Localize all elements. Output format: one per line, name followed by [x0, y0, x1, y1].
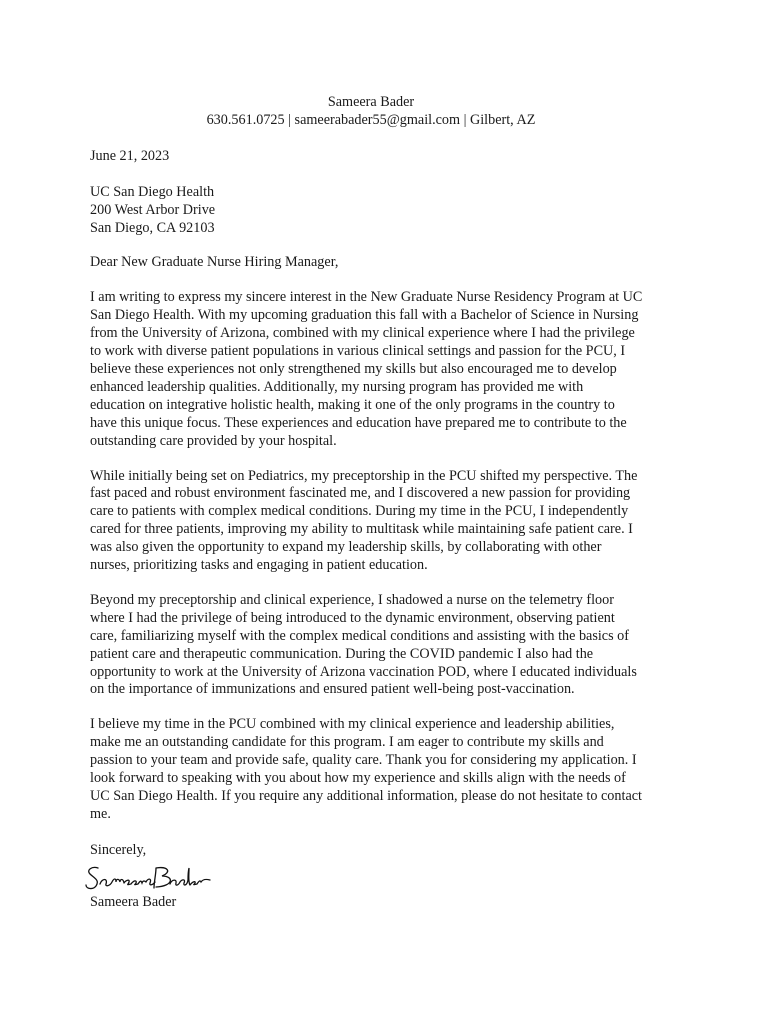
paragraph-line: look forward to speaking with you about how my experience and skills align with the needs of [90, 770, 626, 787]
signer-name: Sameera Bader [90, 893, 177, 910]
paragraph-line: where I had the privilege of being introduced to the dynamic environment, observing patient [90, 609, 615, 626]
body-paragraph-2 [90, 468, 690, 575]
paragraph-line: I believe my time in the PCU combined with my clinical experience and leadership abilities, [90, 716, 615, 733]
paragraph-line: have this unique focus. These experiences and education have prepared me to contribute to the [90, 414, 627, 431]
handwritten-signature [84, 860, 690, 894]
paragraph-line: Beyond my preceptorship and clinical experience, I shadowed a nurse on the telemetry floor [90, 591, 614, 608]
paragraph-line: enhanced leadership qualities. Additionally, my nursing program has provided me with [90, 378, 584, 395]
letter-header [76, 94, 666, 130]
paragraph-line: believe these experiences not only strengthened my skills but also encouraged me to develop [90, 360, 617, 377]
body-paragraph-1 [90, 289, 690, 450]
paragraph-line: fast paced and robust environment fascinated me, and I discovered a new passion for providing [90, 485, 631, 502]
paragraph-line: patient care and therapeutic communication. During the COVID pandemic I also had the [90, 645, 594, 662]
paragraph-line: me. [90, 805, 111, 822]
paragraph-line: on the importance of immunizations and ensured patient well-being post-vaccination. [90, 681, 575, 698]
body-paragraph-3 [90, 592, 690, 699]
paragraph-line: UC San Diego Health. If you require any additional information, please do not hesitate to contact [90, 788, 642, 804]
paragraph-line: opportunity to work at the University of Arizona vaccination POD, where I educated individuals [90, 663, 637, 680]
paragraph-line: nurses, prioritizing tasks and engaging in patient education. [90, 557, 428, 574]
body-paragraph-4 [90, 716, 690, 823]
paragraph-line: While initially being set on Pediatrics, my preceptorship in the PCU shifted my perspective. The [90, 467, 638, 484]
paragraph-line: from the University of Arizona, combined with my clinical experience where I had the privilege [90, 325, 635, 342]
paragraph-line: I am writing to express my sincere interest in the New Graduate Nurse Residency Program at UC [90, 289, 643, 306]
paragraph-line: education on integrative holistic health, making it one of the only programs in the country to [90, 396, 615, 413]
paragraph-line: make me an outstanding candidate for this program. I am eager to contribute my skills and [90, 734, 604, 751]
paragraph-line: care, familiarizing myself with the complex medical conditions and assisting with the basics of [90, 627, 629, 644]
salutation: Dear New Graduate Nurse Hiring Manager, [90, 254, 339, 271]
signature-drawing [84, 860, 214, 894]
paragraph-line: was also given the opportunity to expand my leadership skills, by collaborating with other [90, 539, 602, 556]
recipient-city: San Diego, CA 92103 [90, 219, 215, 236]
recipient-street: 200 West Arbor Drive [90, 201, 216, 218]
recipient-organization: UC San Diego Health [90, 183, 215, 200]
paragraph-line: care to patients with complex medical conditions. During my time in the PCU, I independently [90, 503, 629, 520]
sender-contact: 630.561.0725 | sameerabader55@gmail.com | Gilbert, AZ [206, 111, 536, 128]
letter-date: June 21, 2023 [90, 147, 170, 164]
recipient-address [90, 184, 690, 238]
paragraph-line: to work with diverse patient populations in various clinical settings and passion for the PCU, I [90, 343, 626, 360]
paragraph-line: San Diego Health. With my upcoming graduation this fall with a Bachelor of Science in Nursing [90, 307, 639, 324]
closing: Sincerely, [90, 841, 147, 858]
paragraph-line: outstanding care provided by your hospital. [90, 432, 337, 449]
cover-letter [90, 94, 690, 912]
sender-name: Sameera Bader [327, 94, 415, 110]
paragraph-line: passion to your team and provide safe, quality care. Thank you for considering my application. I [90, 752, 637, 769]
paragraph-line: cared for three patients, improving my ability to multitask while maintaining safe patient care. I [90, 521, 633, 538]
